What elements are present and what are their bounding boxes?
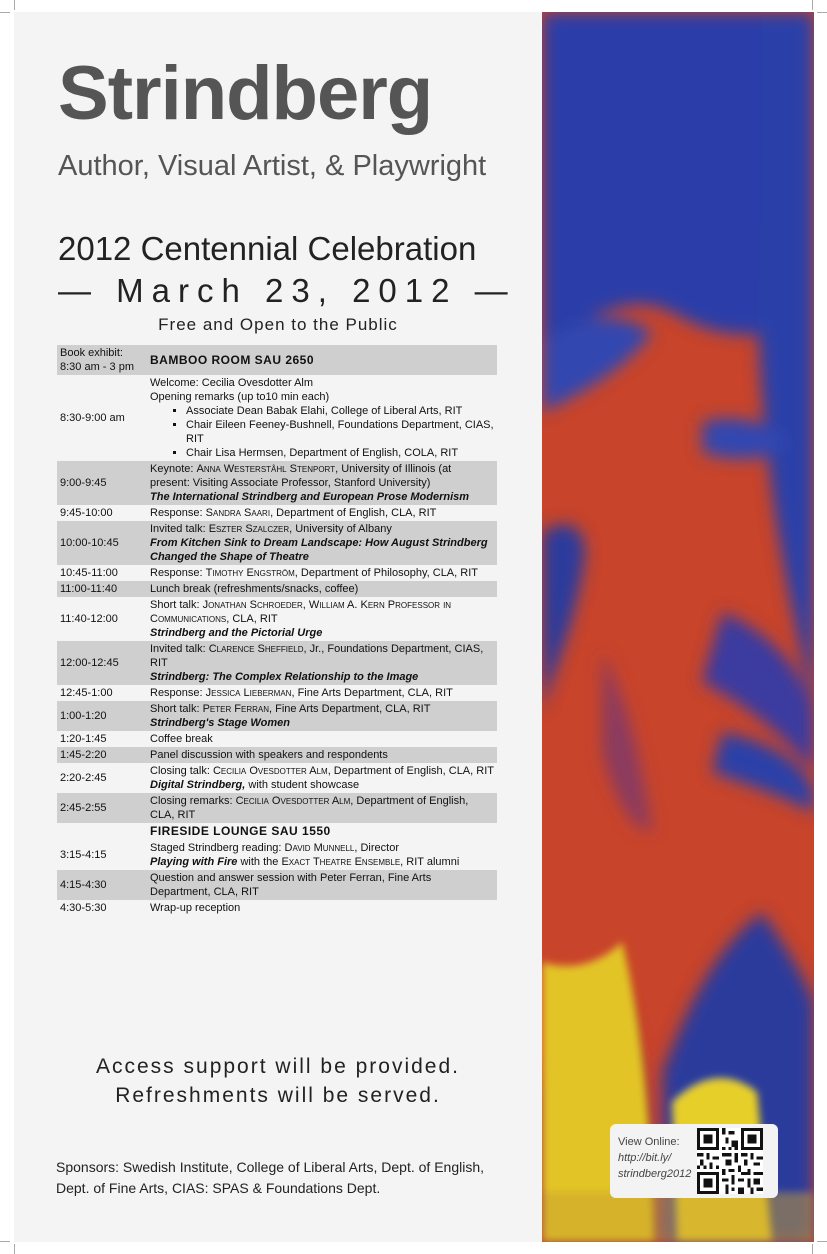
time-cell: 1:00-1:20 (57, 701, 147, 731)
table-row (57, 597, 497, 641)
event-cell: Short talk: Jonathan Schroeder, William A. Kern Professor in Communications, CLA, RIT Strindberg and the Pictorial Urge (150, 599, 452, 639)
table-row (57, 840, 497, 870)
event-cell: Question and answer session with Peter Ferran, Fine Arts Department, CLA, RIT (147, 870, 497, 900)
text-column (14, 12, 542, 1242)
time-cell: 8:30-9:00 am (60, 412, 125, 424)
time-cell: Book exhibit: 8:30 am - 3 pm (57, 345, 147, 375)
table-row (57, 521, 497, 565)
event-cell: Response: Sandra Saari, Department of English, CLA, RIT (150, 507, 437, 519)
time-cell: 12:45-1:00 (60, 687, 113, 699)
time-cell: 1:45-2:20 (57, 747, 147, 763)
list-item: ▪ Associate Dean Babak Elahi, College of Liberal Arts, RIT (186, 404, 494, 418)
free-notice: Free and Open to the Public (158, 315, 398, 334)
poster (14, 12, 814, 1242)
time-cell: 4:15-4:30 (57, 870, 147, 900)
table-row (57, 731, 497, 747)
event-cell: Panel discussion with speakers and respondents (147, 747, 497, 763)
event-cell: Lunch break (refreshments/snacks, coffee) (147, 581, 497, 597)
sponsors: Sponsors: Swedish Institute, College of Liberal Arts, Dept. of English, Dept. of Fine Arts, CIAS: SPAS & Foundations Dept. (56, 1159, 485, 1196)
event-cell: Closing remarks: Cecilia Ovesdotter Alm, Department of English, CLA, RIT (147, 793, 497, 823)
time-cell: 4:30-5:30 (60, 902, 107, 914)
view-online-label: View Online: (618, 1136, 680, 1148)
time-cell: 9:45-10:00 (60, 507, 113, 519)
event-cell: Wrap-up reception (150, 902, 241, 914)
time-cell: 1:20-1:45 (60, 733, 107, 745)
table-row (57, 345, 497, 375)
view-online-box (610, 1124, 778, 1198)
table-row (57, 461, 497, 505)
event-cell: Short talk: Peter Ferran, Fine Arts Department, CLA, RIT Strindberg's Stage Women (147, 701, 497, 731)
time-cell: 10:45-11:00 (60, 567, 118, 579)
table-row (57, 685, 497, 701)
poster-title: Strindberg (58, 51, 433, 136)
time-cell: 2:45-2:55 (57, 793, 147, 823)
access-notice: Access support will be provided. Refreshments will be served. (96, 1055, 460, 1107)
list-item: ▪ Chair Lisa Hermsen, Department of English, COLA, RIT (186, 446, 494, 460)
table-row (57, 870, 497, 900)
table-row (57, 641, 497, 685)
centennial-heading: 2012 Centennial Celebration (58, 230, 477, 267)
event-cell: Response: Timothy Engström, Department of Philosophy, CLA, RIT (150, 567, 478, 579)
time-cell: 2:20-2:45 (60, 772, 107, 784)
event-cell: Staged Strindberg reading: David Munnell, Director Playing with Fire with the Exact Theatre Ensemble, RIT alumni (150, 842, 460, 868)
time-cell: 11:40-12:00 (60, 613, 118, 625)
event-cell: Invited talk: Clarence Sheffield, Jr., Foundations Department, CIAS, RIT Strindberg: The Complex Relationship to the Image (147, 641, 497, 685)
table-row (57, 565, 497, 581)
event-cell: Closing talk: Cecilia Ovesdotter Alm, Department of English, CLA, RIT Digital Strindberg, with student showcase (150, 765, 494, 791)
table-row (57, 581, 497, 597)
table-row (57, 375, 497, 461)
event-date: — March 23, 2012 — (58, 272, 516, 309)
time-cell: 3:15-4:15 (60, 849, 107, 861)
time-cell: 11:00-11:40 (57, 581, 147, 597)
time-cell: 9:00-9:45 (57, 461, 147, 505)
event-cell: Invited talk: Eszter Szalczer, University of Albany From Kitchen Sink to Dream Landscape: How August Strindberg Changed the Shape of Theatre (147, 521, 497, 565)
strindberg-portrait-image (542, 12, 814, 1242)
table-row (57, 505, 497, 521)
list-item: ▪ Chair Eileen Feeney-Bushnell, Foundations Department, CIAS, RIT (186, 418, 494, 446)
schedule-table (57, 345, 497, 916)
online-link[interactable]: http://bit.ly/ (618, 1152, 672, 1164)
online-link-cont[interactable]: strindberg2012 (618, 1168, 692, 1180)
event-cell: Coffee break (150, 733, 213, 745)
remarks-list (150, 404, 494, 460)
table-row (57, 701, 497, 731)
venue-heading: FIRESIDE LOUNGE SAU 1550 (150, 824, 331, 838)
event-cell: Keynote: Anna Westerståhl Stenport, University of Illinois (at present: Visiting Associate Professor, Stanford University) The International Strindberg and European Prose Modernism (147, 461, 497, 505)
table-row (57, 747, 497, 763)
time-cell: 12:00-12:45 (57, 641, 147, 685)
time-cell: 10:00-10:45 (57, 521, 147, 565)
qr-code-icon[interactable] (696, 1128, 764, 1194)
poster-subtitle: Author, Visual Artist, & Playwright (58, 150, 487, 182)
table-row (57, 823, 497, 840)
event-cell: Welcome: Cecilia Ovesdotter Alm Opening remarks (up to10 min each) ▪ Associate Dean Babak Elahi, College of Liberal Arts, RIT ▪ Chair Eileen Feeney-Bushnell, Foundations Department, CIAS, RIT ▪ Chair Lisa Hermsen, Department of English, COLA, RIT (147, 375, 497, 461)
table-row (57, 900, 497, 916)
venue-heading: BAMBOO ROOM SAU 2650 (147, 345, 497, 375)
table-row (57, 793, 497, 823)
table-row (57, 763, 497, 793)
event-cell: Response: Jessica Lieberman, Fine Arts Department, CLA, RIT (150, 687, 453, 699)
